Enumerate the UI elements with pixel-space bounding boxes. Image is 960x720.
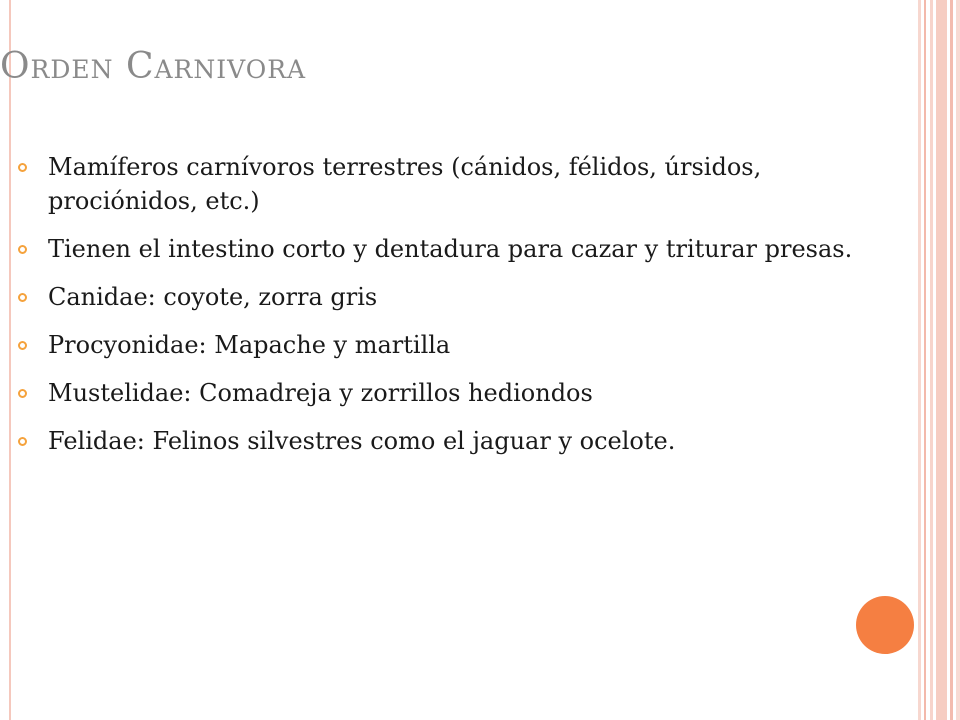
bullet-item [18, 424, 878, 458]
bullet-item [18, 328, 878, 362]
bullet-circle-icon [18, 437, 27, 446]
bullet-circle-icon [18, 341, 27, 350]
bullet-circle-icon [18, 245, 27, 254]
right-decorative-stripe [950, 0, 953, 720]
bullet-text: Mustelidae: Comadreja y zorrillos hediondos [48, 379, 593, 407]
bullet-text: Canidae: coyote, zorra gris [48, 283, 378, 311]
slide-title: Orden Carnivora [0, 46, 307, 87]
left-decorative-line [9, 0, 11, 720]
bullet-item [18, 376, 878, 410]
right-decorative-stripe [936, 0, 947, 720]
bullet-item [18, 280, 878, 314]
bullet-circle-icon [18, 389, 27, 398]
bullet-item [18, 232, 878, 266]
bullet-list [18, 150, 878, 472]
bullet-text: Procyonidae: Mapache y martilla [48, 331, 451, 359]
bullet-circle-icon [18, 293, 27, 302]
bullet-circle-icon [18, 163, 27, 172]
right-decorative-stripe [956, 0, 960, 720]
bullet-text: Mamíferos carnívoros terrestres (cánidos, félidos, úrsidos, prociónidos, etc.) [48, 153, 762, 215]
bullet-item [18, 150, 878, 218]
bullet-text: Felidae: Felinos silvestres como el jaguar y ocelote. [48, 427, 676, 455]
right-decorative-stripe [930, 0, 933, 720]
right-decorative-stripe [918, 0, 921, 720]
orange-circle-icon [856, 596, 914, 654]
bullet-text: Tienen el intestino corto y dentadura para cazar y triturar presas. [48, 235, 853, 263]
right-decorative-stripe [924, 0, 926, 720]
